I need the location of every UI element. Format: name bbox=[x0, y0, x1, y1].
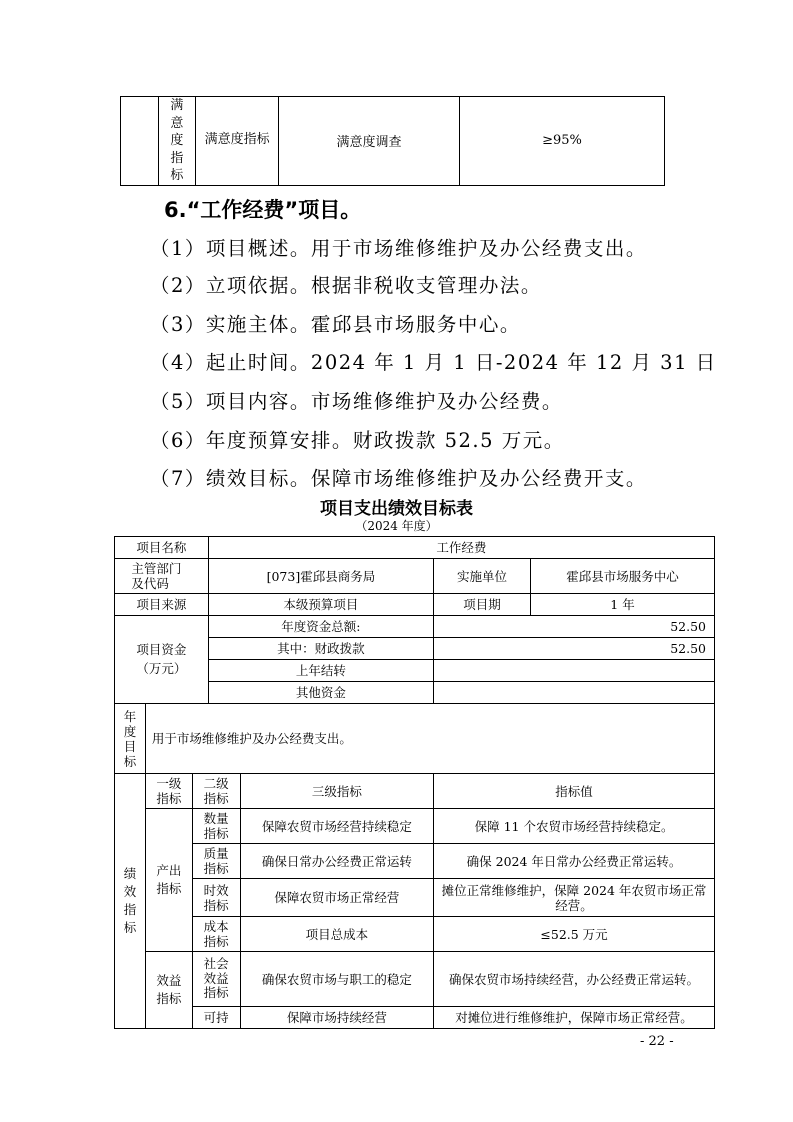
row-l3: 项目总成本 bbox=[240, 917, 433, 952]
row-l2-text: 成本指标 bbox=[203, 919, 229, 949]
row-l2 bbox=[192, 844, 240, 879]
paragraph-goal: （7）绩效目标。保障市场维修维护及办公经费开支。 bbox=[150, 467, 647, 490]
satisfaction-survey-cell: 满意度调查 bbox=[279, 97, 460, 186]
empty-cell bbox=[121, 97, 159, 186]
row-l2 bbox=[192, 879, 240, 917]
benefit-label bbox=[145, 952, 192, 1029]
perf-label bbox=[115, 774, 146, 1029]
output-label-text: 产出指标 bbox=[156, 862, 182, 896]
hdr-level2 bbox=[192, 774, 240, 809]
funds-other-label: 其他资金 bbox=[208, 682, 433, 704]
paragraph-budget: （6）年度预算安排。财政拨款 52.5 万元。 bbox=[150, 429, 565, 452]
row-l2-text: 数量指标 bbox=[203, 811, 229, 841]
dept-label-text: 主管部门及代码 bbox=[131, 561, 182, 591]
row-value: 确保 2024 年日常办公经费正常运转。 bbox=[434, 844, 715, 879]
paragraph-period: （4）起止时间。2024 年 1 月 1 日-2024 年 12 月 31 日 bbox=[150, 351, 717, 374]
source-label: 项目来源 bbox=[115, 594, 209, 616]
project-name-value: 工作经费 bbox=[208, 537, 714, 559]
funds-carry-value bbox=[434, 660, 715, 682]
row-value-text: 确保农贸市场持续经营，办公经费正常运转。 bbox=[449, 971, 700, 987]
hdr-level1 bbox=[145, 774, 192, 809]
paragraph-content: （5）项目内容。市场维修维护及办公经费。 bbox=[150, 390, 563, 413]
row-l3: 保障市场持续经营 bbox=[240, 1007, 433, 1029]
row-l2: 可持 bbox=[192, 1007, 240, 1029]
page-number: - 22 - bbox=[640, 1034, 674, 1049]
row-l3: 确保农贸市场与职工的稳定 bbox=[240, 952, 433, 1007]
funds-label bbox=[115, 616, 209, 704]
paragraph-subject: （3）实施主体。霍邱县市场服务中心。 bbox=[150, 313, 521, 336]
row-value: 保障 11 个农贸市场经营持续稳定。 bbox=[434, 809, 715, 844]
satisfaction-level3-label: 满意度指标 bbox=[204, 132, 270, 148]
period-value: 1 年 bbox=[531, 594, 715, 616]
source-value: 本级预算项目 bbox=[208, 594, 433, 616]
annual-goal-label bbox=[115, 704, 146, 774]
table-title: 项目支出绩效目标表 bbox=[320, 499, 473, 519]
row-value: ≤52.5 万元 bbox=[434, 917, 715, 952]
performance-table bbox=[114, 536, 715, 1029]
funds-label-text: 项目资金（万元） bbox=[136, 641, 187, 676]
dept-label bbox=[115, 559, 209, 594]
satisfaction-level2-label: 满意度指标 bbox=[170, 98, 184, 184]
hdr-level3: 三级指标 bbox=[240, 774, 433, 809]
row-value bbox=[434, 952, 715, 1007]
impl-label: 实施单位 bbox=[434, 559, 531, 594]
benefit-label-text: 效益指标 bbox=[156, 972, 182, 1006]
hdr-level1-text: 一级指标 bbox=[156, 776, 182, 806]
row-l3: 确保日常办公经费正常运转 bbox=[240, 844, 433, 879]
impl-value: 霍邱县市场服务中心 bbox=[531, 559, 715, 594]
paragraph-overview: （1）项目概述。用于市场维修维护及办公经费支出。 bbox=[150, 237, 647, 260]
level2-cell bbox=[158, 97, 196, 186]
funds-carry-label: 上年结转 bbox=[208, 660, 433, 682]
section-title: 6.“工作经费”项目。 bbox=[164, 198, 362, 222]
period-label: 项目期 bbox=[434, 594, 531, 616]
row-l2 bbox=[192, 917, 240, 952]
row-l2 bbox=[192, 952, 240, 1007]
row-l2-text: 时效指标 bbox=[203, 882, 229, 913]
row-l3: 保障农贸市场经营持续稳定 bbox=[240, 809, 433, 844]
perf-label-text: 绩效指标 bbox=[123, 865, 137, 936]
funds-total-value: 52.50 bbox=[434, 616, 715, 638]
row-value-text: 摊位正常维修维护，保障 2024 年农贸市场正常经营。 bbox=[441, 882, 707, 913]
row-l2-text: 质量指标 bbox=[203, 846, 229, 876]
hdr-value: 指标值 bbox=[434, 774, 715, 809]
output-label bbox=[145, 809, 192, 952]
annual-goal-label-text: 年度目标 bbox=[123, 708, 137, 769]
satisfaction-value-cell: ≥95% bbox=[460, 97, 665, 186]
funds-other-value bbox=[434, 682, 715, 704]
row-l2 bbox=[192, 809, 240, 844]
satisfaction-table bbox=[120, 96, 665, 186]
level3-cell bbox=[196, 97, 279, 186]
paragraph-basis: （2）立项依据。根据非税收支管理办法。 bbox=[150, 274, 542, 297]
hdr-level2-text: 二级指标 bbox=[203, 776, 229, 806]
project-name-label: 项目名称 bbox=[115, 537, 209, 559]
row-l2-text: 社会效益指标 bbox=[203, 956, 229, 1001]
funds-fiscal-value: 52.50 bbox=[434, 638, 715, 660]
row-value bbox=[434, 879, 715, 917]
funds-total-label: 年度资金总额: bbox=[208, 616, 433, 638]
annual-goal-value: 用于市场维修维护及办公经费支出。 bbox=[145, 704, 714, 774]
table-subtitle: （2024 年度） bbox=[355, 519, 438, 533]
dept-value: [073]霍邱县商务局 bbox=[208, 559, 433, 594]
funds-fiscal-label: 其中：财政拨款 bbox=[208, 638, 433, 660]
row-l3: 保障农贸市场正常经营 bbox=[240, 879, 433, 917]
row-value: 对摊位进行维修维护，保障市场正常经营。 bbox=[434, 1007, 715, 1029]
